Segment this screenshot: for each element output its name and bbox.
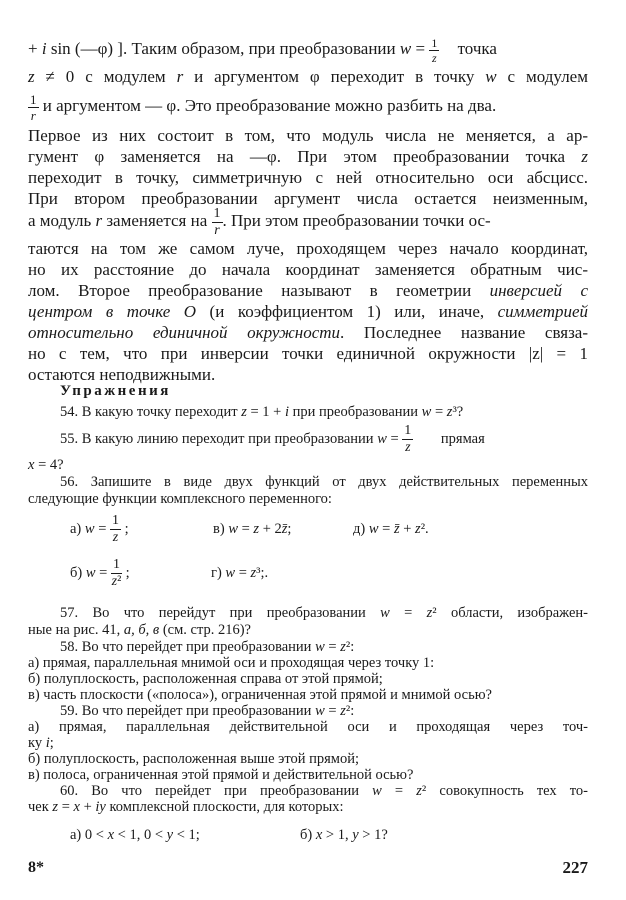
exercise-60-b: б) x > 1, y > 1? <box>300 827 388 843</box>
function-d: д) w = z̄ + z². <box>353 521 429 537</box>
text-line: Первое из них состоит в том, что модуль числа не меняется, а ар- <box>28 126 588 145</box>
exercise-59-a-cont: ку i; <box>28 735 54 751</box>
text-line: лом. Второе преобразование называют в геометрии инверсией с <box>28 281 588 300</box>
text-line: таются на том же самом луче, проходящем через начало координат, <box>28 239 588 258</box>
text-line: центром в точке O (и коэффициентом 1) или, иначе, симметрией <box>28 302 589 321</box>
exercise-59-a: а) прямая, параллельная действительной оси и проходящая через точ- <box>28 719 588 735</box>
text-line: $\frac{1}{r}$ и аргументом — φ. Это преобразование можно разбить на два. <box>30 91 497 123</box>
function-g: г) w = z³;. <box>211 565 269 581</box>
exercise-59-b: б) полуплоскость, расположенная выше этой прямой; <box>28 751 360 767</box>
exercise-54: 54. В какую точку переходит z = 1 + i при преобразовании w = z³? <box>60 404 464 420</box>
exercise-60-a: а) 0 < x < 1, 0 < y < 1; <box>70 827 200 843</box>
text-line: переходит в точку, симметричную с ней относительно оси абсцисс. <box>28 168 588 187</box>
exercises-heading: Упражнения <box>60 383 171 399</box>
exercise-58-c: в) часть плоскости («полоса»), ограниченная этой прямой и мнимой осью? <box>28 687 492 703</box>
exercise-58-a: а) прямая, параллельная мнимой оси и проходящая через точку 1: <box>28 655 435 671</box>
text-line: но с тем, что при инверсии точки единичной окружности |z| = 1 <box>28 344 588 363</box>
text-line: + i sin (—φ) ]. Таким образом, при преобразовании w = $\frac{1}{z}$ точка <box>28 35 497 65</box>
exercise-57: 57. Во что перейдут при преобразовании w = z² области, изображен- <box>60 605 588 621</box>
fraction: $\frac{1}{\text{z²}}$ <box>111 557 122 590</box>
fraction: $\frac{1}{z}$ <box>431 35 438 65</box>
exercise-56: 56. Запишите в виде двух функций от двух действительных переменных <box>60 474 588 490</box>
text-line: но их расстояние до начала координат заменяется обратным чис- <box>28 260 588 279</box>
fraction: $\frac{1}{z}$ <box>404 423 412 456</box>
exercise-56-cont: следующие функции комплексного переменного: <box>28 491 332 507</box>
function-a: а) w = $\frac{1}{z}$ ; <box>70 513 129 546</box>
fraction: $\frac{1}{r}$ <box>30 91 37 123</box>
function-b: б) w = $\frac{1}{\text{z²}}$ ; <box>70 557 130 590</box>
exercise-57-cont: ные на рис. 41, а, б, в (см. стр. 216)? <box>28 622 251 638</box>
page-number: 227 <box>562 858 588 877</box>
signature-mark: 8* <box>28 859 44 876</box>
text-line: z ≠ 0 с модулем r и аргументом φ переходит в точку w с модулем <box>28 67 588 86</box>
exercise-55: 55. В какую линию переходит при преобразовании w = $\frac{1}{z}$ прямая <box>60 423 485 456</box>
exercise-60-cont: чек z = x + iy комплексной плоскости, для которых: <box>28 799 344 815</box>
fraction: $\frac{1}{r}$ <box>213 205 221 238</box>
fraction: $\frac{1}{z}$ <box>112 513 119 546</box>
text-line: остаются неподвижными. <box>28 365 216 384</box>
exercise-55-cont: x = 4? <box>28 457 64 473</box>
exercise-58-b: б) полуплоскость, расположенная справа от этой прямой; <box>28 671 383 687</box>
exercise-59-c: в) полоса, ограниченная этой прямой и действительной осью? <box>28 767 414 783</box>
text-line: относительно единичной окружности. Последнее название связа- <box>28 323 588 342</box>
exercise-59: 59. Во что перейдет при преобразовании w = z²: <box>60 703 355 719</box>
text-line: При втором преобразовании аргумент числа остается неизменным, <box>28 189 588 208</box>
text-line: а модуль r заменяется на $\frac{1}{r}$ . При этом преобразовании точки ос- <box>28 205 491 238</box>
text-line: гумент φ заменяется на —φ. При этом преобразовании точка z <box>28 147 588 166</box>
exercise-60: 60. Во что перейдет при преобразовании w = z² совокупность тех то- <box>60 783 589 799</box>
function-v: в) w = z + 2z̄; <box>213 521 292 537</box>
exercise-58: 58. Во что перейдет при преобразовании w = z²: <box>60 639 355 655</box>
